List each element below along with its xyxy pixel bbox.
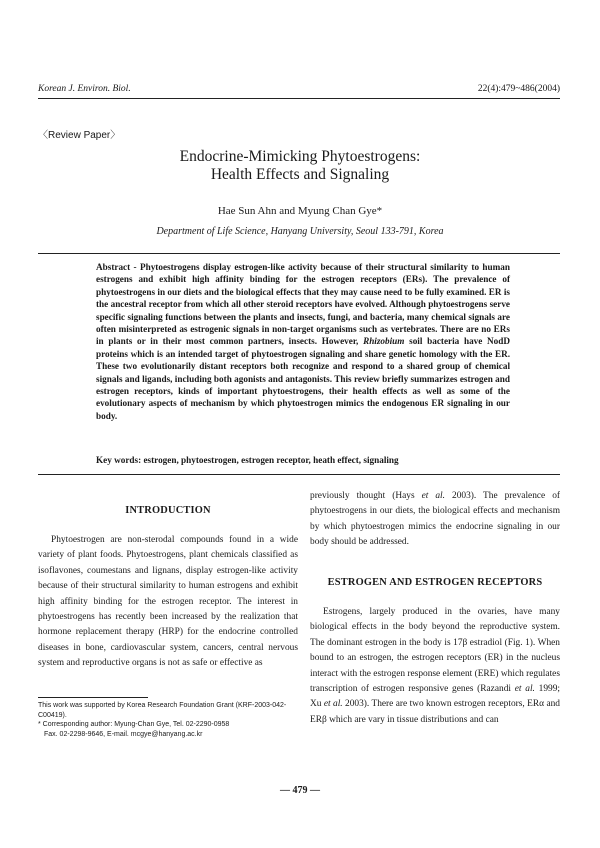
paper-title — [0, 148, 600, 184]
footnote-rule — [38, 697, 148, 698]
continuation-text-1: previously thought (Hays — [310, 491, 415, 501]
estrogen-text-1: Estrogens, largely produced in the ovaries, have many biological effects in the body beyond the reproductive system. The dominant estrogen in the body is 17β estradiol (Fig. 1). When bound to an estrogen, the estrogen receptors (ER) in the nucleus interact with the estrogen response element (ERE) which regulates transcription of estrogen responsive genes (Razandi — [310, 607, 560, 695]
continuation-et-al: et al. — [421, 491, 446, 501]
keywords: Key words: estrogen, phytoestrogen, estrogen receptor, heath effect, signaling — [96, 455, 399, 465]
abstract-bottom-rule — [38, 474, 560, 475]
header-rule — [38, 98, 560, 99]
authors: Hae Sun Ahn and Myung Chan Gye* — [217, 205, 383, 217]
intro-paragraph: Phytoestrogen are non-sterodal compounds found in a wide variety of plant foods. Phytoestrogens, plant chemicals classified as isoflavones, coumestans and lignans, display estrogen-like activity because of their structural similarity to human estrogens and exhibit high affinity binding for the estrogen receptor. The interest in phytoestrogens has recently been increased by the realization that hormone replacement therapy (HRP) for the endocrine controlled diseases in bone, cardiovascular system, cancers, central nervous system and reproductive organs is not as safe or effective as — [38, 535, 298, 669]
continuation-text-2: 2003). The prevalence of phytoestrogens in our diets, the biological effects and mechanism by which phytoestrogen mimics the endocrine signaling in our body should be addressed. — [310, 491, 561, 548]
left-column — [38, 533, 298, 672]
contact-note: Fax. 02-2298-9646, E-mail. mcgye@hanyang.ac.kr — [44, 730, 203, 738]
page-number: — 479 — — [280, 785, 320, 796]
continuation-paragraph — [310, 489, 560, 551]
funding-note: This work was supported by Korea Research Foundation Grant (KRF-2003-042-C00419). — [38, 702, 287, 719]
abstract-genus: Rhizobium — [363, 336, 405, 347]
estrogen-et-al-1: et al. — [514, 684, 535, 695]
abstract-text-1: Abstract - Phytoestrogens display estrogen-like activity because of their structural similarity to human estrogens and exhibit high affinity binding for the estrogen receptors (ERs). The prevalence of phytoestrogens in our diets and the biological effects that they may cause need to be fully examined. ER is the ancestral receptor from which all other steroid receptors have evolved. Although phytoestrogens serve specific signaling functions between the plants and insects, fungi, and bacteria, many chemical signals are often misinterpreted as estrogenic signals in non-target organisms such as vertebrates. There are no ERs in plants or in their most common partners, insects. However, — [96, 262, 510, 347]
affiliation: Department of Life Science, Hanyang University, Seoul 133-791, Korea — [156, 226, 444, 237]
abstract-text-2: soil bacteria have NodD proteins which is an intended target of phytoestrogen signaling and share genetic homology with the ER. These two evolutionarily distant receptors both recognize and respond to a shared group of chemical signals and ligands, including both agonists and antagonists. This review briefly summarizes estrogen and estrogen receptors, kinds of important phytoestrogens, their health effects as well as some of the evolutionary aspects of mechanism by which phytoestrogen mimics the endogenous ER signaling in our body. — [96, 336, 511, 421]
paper-type: 〈Review Paper〉 — [38, 130, 121, 141]
right-column-continuation — [310, 489, 560, 551]
volume-info: 22(4):479~486(2004) — [477, 84, 560, 94]
estrogen-text-2: 1999; Xu — [310, 684, 560, 710]
title-line-2: Health Effects and Signaling — [210, 166, 390, 183]
footnotes — [38, 701, 298, 739]
section-heading-introduction: INTRODUCTION — [125, 505, 211, 516]
estrogen-et-al-2: et al. — [323, 699, 343, 710]
journal-name: Korean J. Environ. Biol. — [38, 84, 131, 94]
abstract — [96, 261, 510, 422]
section-heading-estrogen: ESTROGEN AND ESTROGEN RECEPTORS — [327, 577, 543, 588]
estrogen-text-3: 2003). There are two known estrogen receptors, ERα and ERβ which are vary in tissue distributions and can — [310, 699, 560, 725]
estrogen-paragraph — [310, 605, 560, 728]
corresponding-author-note: * Corresponding author: Myung-Chan Gye, Tel. 02-2290-0958 — [38, 721, 230, 729]
title-line-1: Endocrine-Mimicking Phytoestrogens: — [179, 148, 421, 165]
right-column — [310, 605, 560, 728]
abstract-top-rule — [38, 253, 560, 254]
